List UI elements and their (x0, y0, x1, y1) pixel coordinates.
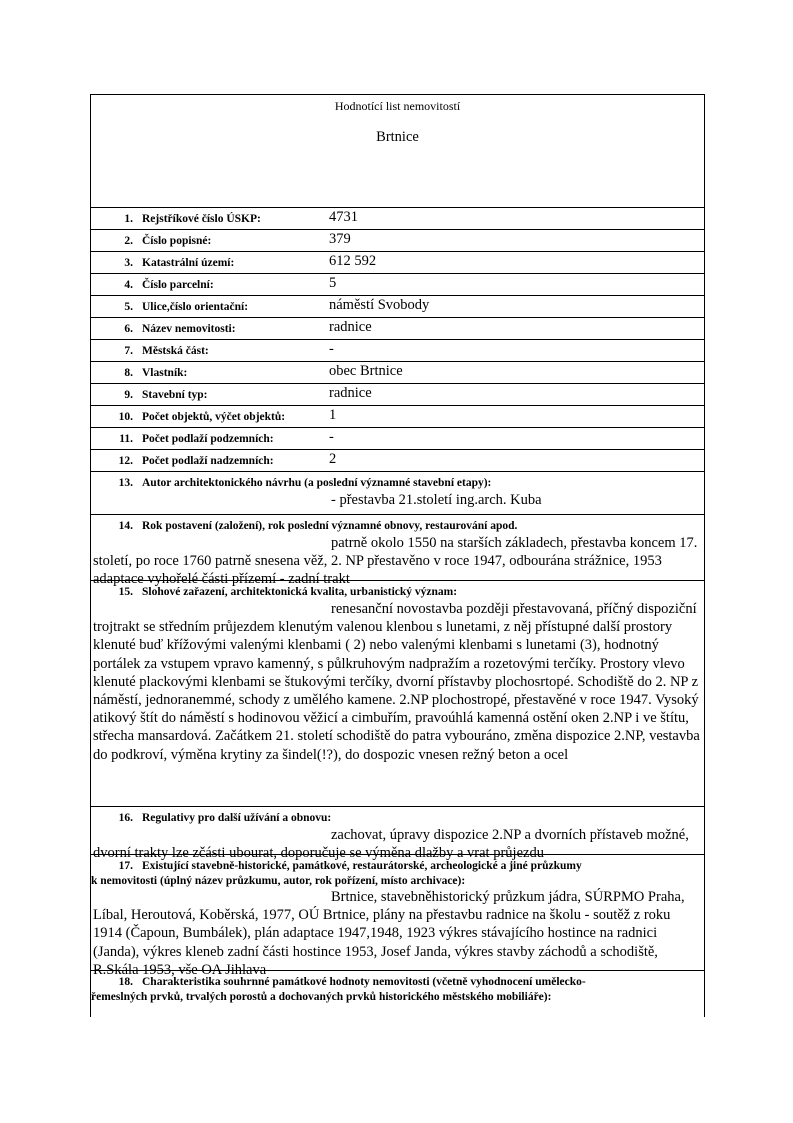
field-number: 12. (118, 455, 133, 467)
field-value: 2 (329, 451, 337, 467)
field-value: - (329, 429, 334, 445)
field-label: Číslo parcelní: (142, 279, 214, 291)
field-number: 3. (124, 257, 133, 269)
section-heading-continued: k nemovitosti (úplný název průzkumu, autor, rok pořízení, místo archivace): (91, 875, 466, 887)
town-name: Brtnice (376, 129, 419, 145)
field-label: Název nemovitosti: (142, 323, 236, 335)
field-number: 5. (124, 301, 133, 313)
document-title: Hodnotící list nemovitostí (334, 99, 461, 113)
section-number: 13. (118, 477, 133, 489)
field-row (91, 362, 704, 384)
section-regulations (91, 807, 704, 862)
field-row (91, 384, 704, 406)
evaluation-sheet (90, 94, 705, 1017)
section-text: patrně okolo 1550 na starších základech, přestavba koncem 17. století, po roce 1760 patrně snesena věž, 2. NP přestavěno v roce 1947, odbourána strážnice, 1953 adaptace vyhořelé části přízemí - zadní trakt (93, 535, 698, 588)
field-value: 379 (329, 231, 351, 247)
field-row (91, 252, 704, 274)
section-architect (91, 472, 704, 515)
field-label: Rejstříkové číslo ÚSKP: (142, 213, 261, 225)
field-row (91, 340, 704, 362)
field-row (91, 428, 704, 450)
field-label: Katastrální území: (142, 257, 235, 269)
section-heritage-value (91, 971, 704, 1011)
section-heading: Autor architektonického návrhu (a poslední významné stavební etapy): (142, 477, 492, 489)
field-value: obec Brtnice (329, 363, 403, 379)
section-heading: Charakteristika souhrnné památkové hodnoty nemovitosti (včetně vyhodnocení umělecko- (142, 976, 586, 988)
section-heading: Rok postavení (založení), rok poslední významné obnovy, restaurování apod. (142, 520, 518, 532)
field-label: Počet objektů, výčet objektů: (142, 411, 286, 423)
field-value: 4731 (329, 209, 358, 225)
section-text: Brtnice, stavebněhistorický průzkum jádra, SÚRPMO Praha, Líbal, Heroutová, Koběrská, 1977, OÚ Brtnice, plány na přestavbu radnice na školu - soutěž z roku 1914 (Čapoun, Bumbálek), plán adaptace 1947,1948, 1923 výkres stávajícího hostince na radnici (Janda), výkres kleneb zadní části hostince 1953, Josef Janda, výkres stavby záchodů a schodiště, R.Skála 1953, vše OA Jihlava (93, 889, 685, 978)
sheet-header (91, 95, 704, 208)
section-number: 17. (118, 860, 133, 872)
section-number: 18. (118, 976, 133, 988)
section-number: 16. (118, 812, 133, 824)
field-label: Počet podlaží podzemních: (142, 433, 274, 445)
section-heading: Existující stavebně-historické, památkové, restaurátorské, archeologické a jiné průzkumy (142, 860, 582, 872)
section-text: renesanční novostavba později přestavovaná, příčný dispoziční trojtrakt se středním průjezdem klenutým valenou klenbou s lunetami, z něj přístupné další prostory klenuté buď křížovými valenými klenbami ( 2) nebo valenými klenbami s lunetami (3), hodnotný portálek za vstupem vpravo kamenný, s půlkruhovým nadpražím a rozetovými terčíky. Prostory vlevo klenuté plackovými klenbami se štukovými terčíky, dvorní přístavby plochosrtopé. Schodiště do 2. NP z náměstí, jednoranemmé, schody z umělého kamene. 2.NP plochostropé, přestavěné v roce 1947. Vysoký atikový štít do náměstí s hodinovou věžicí a cimbuřím, pravoúhlá kamenná ostění oken 2.NP i ve štítu, střecha mansardová. Začátkem 21. století schodiště do patra vybouráno, změna dispozice 2.NP, vestavba do podkroví, výměna krytiny za šindel(!?), do dospozic vnesen režný beton a ocel (93, 601, 700, 763)
field-value: 5 (329, 275, 337, 291)
field-value: 612 592 (329, 253, 377, 269)
field-row (91, 450, 704, 472)
field-row (91, 208, 704, 230)
section-text: - přestavba 21.století ing.arch. Kuba (331, 492, 542, 508)
section-heading-continued: řemeslných prvků, trvalých porostů a dochovaných prvků historického městského mobiliáře): (91, 991, 552, 1003)
field-label: Městská část: (142, 345, 209, 357)
field-value: náměstí Svobody (329, 297, 430, 313)
field-row (91, 274, 704, 296)
field-number: 6. (124, 323, 133, 335)
field-number: 7. (124, 345, 133, 357)
field-row (91, 318, 704, 340)
field-row (91, 230, 704, 252)
field-row (91, 296, 704, 318)
field-list (91, 208, 704, 472)
field-label: Ulice,číslo orientační: (142, 301, 249, 313)
field-number: 9. (124, 389, 133, 401)
field-number: 1. (124, 213, 133, 225)
field-label: Počet podlaží nadzemních: (142, 455, 274, 467)
field-number: 11. (119, 433, 133, 445)
field-number: 2. (124, 235, 133, 247)
field-number: 4. (124, 279, 133, 291)
section-heading: Regulativy pro další užívání a obnovu: (142, 812, 332, 824)
section-style-classification (91, 581, 704, 807)
field-label: Stavební typ: (142, 389, 208, 401)
field-label: Číslo popisné: (142, 235, 212, 247)
field-value: - (329, 341, 334, 357)
section-construction-year (91, 515, 704, 588)
section-number: 14. (118, 520, 133, 532)
field-label: Vlastník: (142, 367, 188, 379)
field-row (91, 406, 704, 428)
section-number: 15. (118, 586, 133, 598)
field-number: 8. (124, 367, 133, 379)
field-value: radnice (329, 319, 372, 335)
field-value: radnice (329, 385, 372, 401)
section-surveys (91, 855, 704, 978)
section-heading: Slohové zařazení, architektonická kvalita, urbanistický význam: (142, 586, 458, 598)
field-number: 10. (118, 411, 133, 423)
field-value: 1 (329, 407, 337, 423)
section-text: zachovat, úpravy dispozice 2.NP a dvorních přístaveb možné, dvorní trakty lze zčásti ubourat, doporučuje se výměna dlažby a vrat průjezdu (93, 827, 689, 862)
